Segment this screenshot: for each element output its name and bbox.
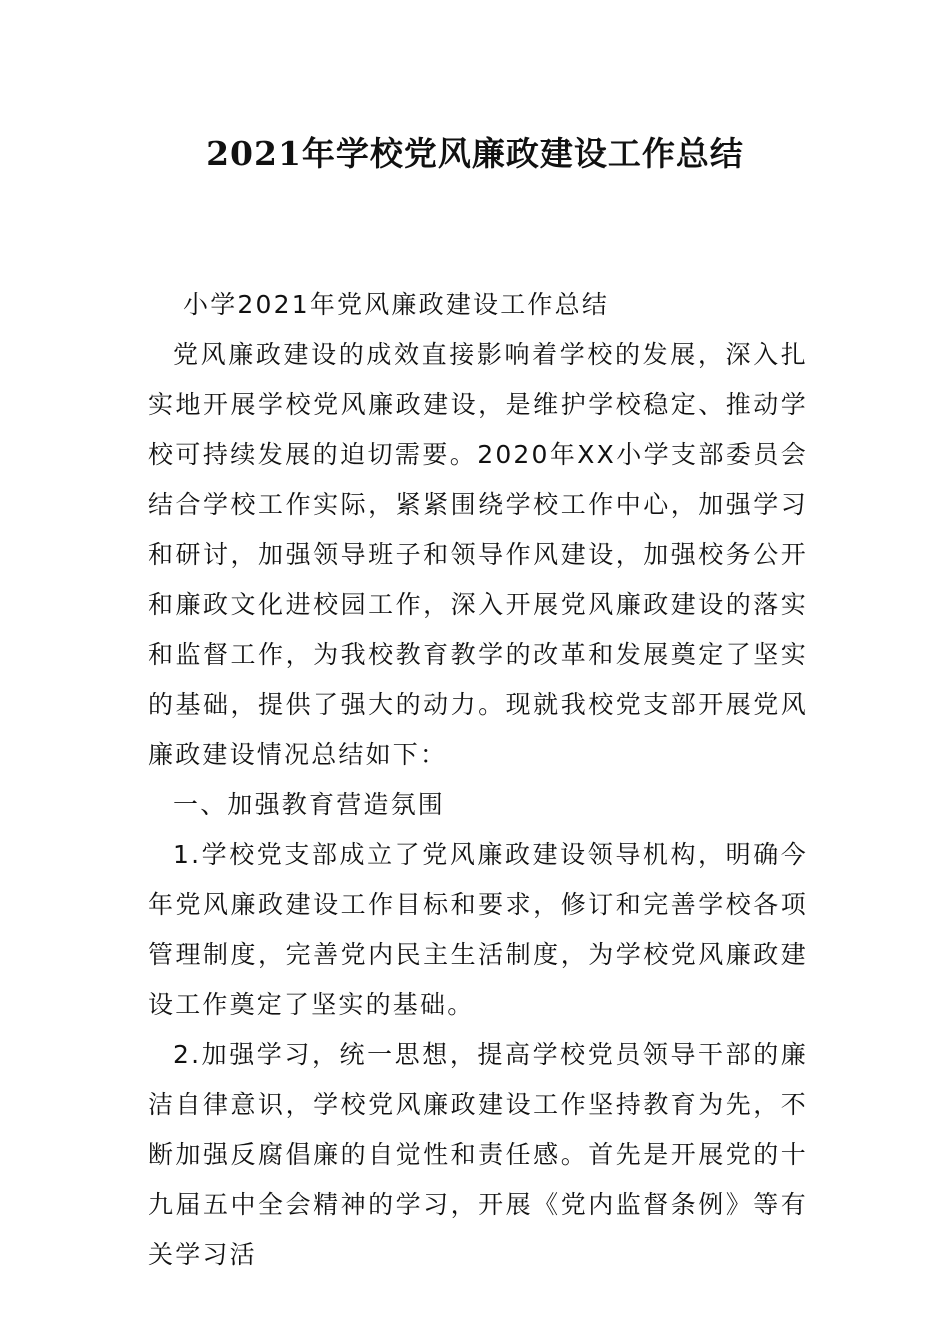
body-paragraph: 1.学校党支部成立了党风廉政建设领导机构，明确今年党风廉政建设工作目标和要求，修订和完善学校各项管理制度，完善党内民主生活制度，为学校党风廉政建设工作奠定了坚实的基础。 <box>148 840 808 1019</box>
document-title: 2021年学校党风廉政建设工作总结 <box>206 134 744 173</box>
section-heading: 一、加强教育营造氛围 <box>173 790 446 819</box>
document-subtitle: 小学2021年党风廉政建设工作总结 <box>183 290 610 319</box>
body-paragraph: 2.加强学习，统一思想，提高学校党员领导干部的廉洁自律意识，学校党风廉政建设工作坚持教育为先，不断加强反腐倡廉的自觉性和责任感。首先是开展党的十九届五中全会精神的学习，开展《党内监督条例》等有关学习活 <box>148 1040 808 1269</box>
intro-paragraph: 党风廉政建设的成效直接影响着学校的发展，深入扎实地开展学校党风廉政建设，是维护学校稳定、推动学校可持续发展的迫切需要。2020年XX小学支部委员会结合学校工作实际，紧紧围绕学校工作中心，加强学习和研讨，加强领导班子和领导作风建设，加强校务公开和廉政文化进校园工作，深入开展党风廉政建设的落实和监督工作，为我校教育教学的改革和发展奠定了坚实的基础，提供了强大的动力。现就我校党支部开展党风廉政建设情况总结如下： <box>148 340 808 769</box>
document-body <box>148 280 808 1280</box>
